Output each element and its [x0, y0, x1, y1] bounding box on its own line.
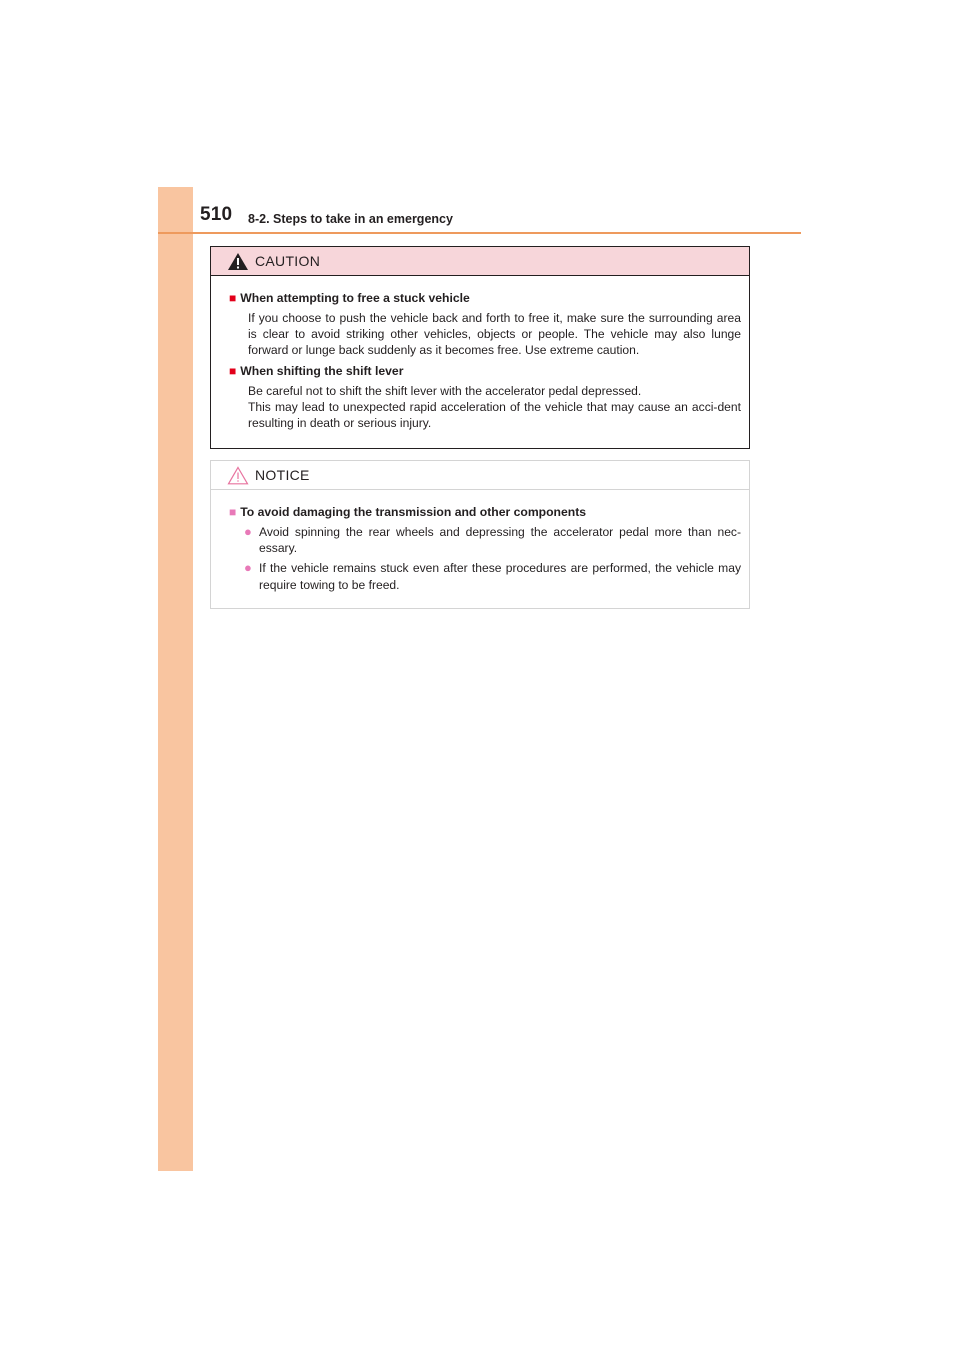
notice-item-title: ■ To avoid damaging the transmission and other components — [229, 505, 587, 519]
notice-body — [211, 490, 749, 593]
list-item: ● Avoid spinning the rear wheels and depressing the accelerator pedal more than nec-essary. — [244, 524, 741, 556]
round-bullet-icon: ● — [244, 560, 252, 576]
caution-paragraph: Be careful not to shift the shift lever with the accelerator pedal depressed. — [248, 383, 642, 398]
chapter-side-tab — [158, 187, 193, 1171]
warning-triangle-icon — [227, 252, 249, 271]
round-bullet-icon: ● — [244, 524, 252, 539]
notice-label: NOTICE — [255, 467, 310, 483]
page-number: 510 — [200, 204, 233, 225]
header-rule — [158, 232, 801, 234]
caution-box — [210, 246, 750, 449]
caution-label: CAUTION — [255, 253, 321, 269]
notice-box — [210, 460, 750, 609]
square-bullet-icon: ■ — [229, 505, 237, 519]
notice-header — [211, 461, 749, 490]
caution-body — [211, 276, 749, 431]
warning-triangle-outline-icon — [227, 466, 249, 485]
square-bullet-icon: ■ — [229, 291, 237, 305]
caution-item-title: ■ When shifting the shift lever — [229, 363, 404, 378]
caution-paragraph: If you choose to push the vehicle back and forth to free it, make sure the surrounding area is clear to avoid striking other vehicles, objects or people. The vehicle may also lunge forward or lunge back suddenly as it becomes free. Use extreme caution. — [248, 311, 741, 358]
caution-paragraph: This may lead to unexpected rapid acceleration of the vehicle that may cause an acci-dent resulting in death or serious injury. — [248, 399, 741, 431]
section-title: 8-2. Steps to take in an emergency — [248, 212, 453, 226]
caution-item-title: ■ When attempting to free a stuck vehicle — [229, 291, 470, 305]
list-item: ● If the vehicle remains stuck even after these procedures are performed, the vehicle may require towing to be freed. — [244, 560, 741, 592]
caution-header — [211, 247, 749, 276]
square-bullet-icon: ■ — [229, 363, 237, 378]
